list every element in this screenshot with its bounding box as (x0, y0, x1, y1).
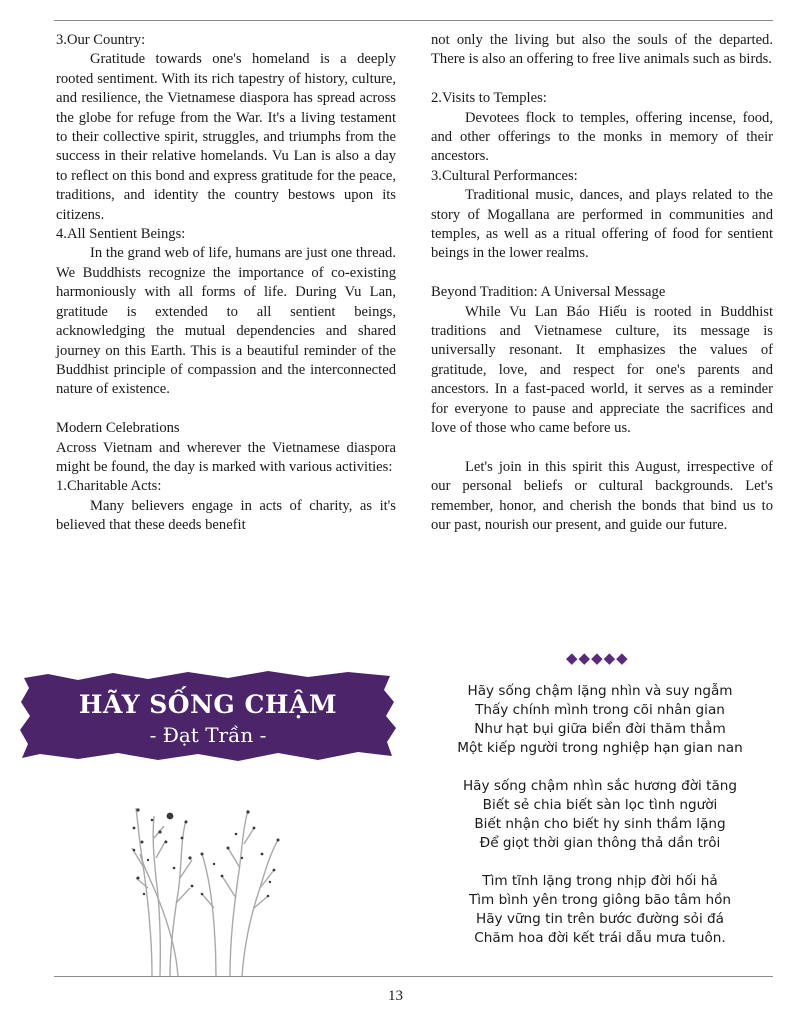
poem-line: Hãy sống chậm nhìn sắc hương đời tăng (462, 778, 738, 794)
spacer (431, 439, 773, 458)
poem-line: Tìm bình yên trong giông bão tâm hồn (468, 892, 732, 908)
paragraph-visits-temples: Devotees flock to temples, offering incense, food, and other offerings to the monks in memory of their ancestors. (431, 109, 773, 165)
diamond-ornament-icon: ◆◆◆◆◆ (566, 649, 629, 667)
poem-line: Thấy chính mình trong cõi nhân gian (475, 702, 725, 718)
page-number: 13 (388, 988, 403, 1004)
paragraph-cultural-performances: Traditional music, dances, and plays related to the story of Mogallana are performed in communities and temples, as well as a ritual offering of food for sentient beings in the lower realms. (431, 187, 773, 262)
poem-line: Để giọt thời gian thông thả dần trôi (479, 835, 721, 851)
paragraph-our-country: Gratitude towards one's homeland is a deeply rooted sentiment. With its rich tapestry of history, culture, and resilience, the Vietnamese diaspora has spread across the globe for refuge from the War. It's a living testament to their collective spirit, struggles, and triumphs from the success in their relative homelands. Vu Lan is also a day to reflect on this bond and express gratitude for the peace, traditions, and identity the country bestows upon its citizens. (56, 51, 396, 223)
paragraph-lets-join: Let's join in this spirit this August, irrespective of our personal beliefs or cultural backgrounds. Let's remember, honor, and cherish the bonds that bind us to our past, nourish our present, and guide our future. (431, 458, 773, 534)
poem-title-banner (18, 668, 398, 764)
poem-line: Chăm hoa đời kết trái dẫu mưa tuôn. (474, 930, 726, 946)
spacer (431, 70, 773, 89)
poem-line: Hãy vững tin trên bước đường sỏi đá (475, 911, 725, 927)
heading-modern-celebrations: Modern Celebrations (56, 420, 180, 437)
heading-charitable-acts: 1.Charitable Acts: (56, 478, 162, 495)
poem-line: Hãy sống chậm lặng nhìn và suy ngẫm (467, 683, 733, 699)
heading-cultural-performances: 3.Cultural Performances: (431, 167, 578, 184)
paragraph-charitable-acts: Many believers engage in acts of charity, as it's believed that these deeds benefit (56, 497, 396, 534)
poem-stanza-3 (416, 872, 784, 948)
bare-trees-illustration (130, 798, 290, 978)
heading-beyond-tradition: Beyond Tradition: A Universal Message (431, 284, 666, 301)
poem-line: Tìm tĩnh lặng trong nhịp đời hối hả (482, 873, 718, 889)
poem-line: Như hạt bụi giữa biển đời thăm thẳm (474, 721, 726, 737)
heading-our-country: 3.Our Country: (56, 32, 146, 48)
poem-stanza-1 (416, 682, 784, 758)
poem-line: Biết sẻ chia biết sàn lọc tình người (482, 797, 718, 813)
left-column (56, 31, 396, 536)
poem-author: - Đạt Trần - (149, 723, 267, 747)
poem (416, 682, 784, 967)
paragraph-modern-celebrations: Across Vietnam and wherever the Vietnamese diaspora might be found, the day is marked with various activities: (56, 439, 396, 475)
paragraph-charity-continued: not only the living but also the souls of the departed. There is also an offering to free live animals such as birds. (431, 32, 773, 68)
heading-sentient-beings: 4.All Sentient Beings: (56, 226, 186, 243)
poem-line: Biết nhận cho biết hy sinh thầm lặng (474, 816, 726, 832)
poem-stanza-2 (416, 777, 784, 853)
spacer (56, 400, 396, 419)
poem-title: HÃY SỐNG CHẬM (78, 690, 338, 719)
heading-visits-temples: 2.Visits to Temples: (431, 90, 547, 107)
spacer (431, 264, 773, 283)
bottom-rule (54, 976, 773, 977)
top-rule (54, 20, 773, 21)
paragraph-sentient-beings: In the grand web of life, humans are just one thread. We Buddhists recognize the importance of co-existing harmoniously with all forms of life. During Vu Lan, gratitude is extended to all sentient beings, acknowledging the mutual dependencies and shared journey on this Earth. This is a beautiful reminder of the Buddhist principle of compassion and the interconnected nature of existence. (56, 245, 396, 398)
right-column (431, 31, 773, 536)
paragraph-beyond-tradition: While Vu Lan Báo Hiếu is rooted in Buddhist traditions and Vietnamese culture, its message is universally resonant. It emphasizes the values of gratitude, love, and respect for one's parents and ancestors. In a fast-paced world, it serves as a reminder for everyone to pause and appreciate the sacrifices and love of those who came before us. (431, 303, 773, 437)
poem-line: Một kiếp người trong nghiệp hạn gian nan (457, 740, 743, 756)
